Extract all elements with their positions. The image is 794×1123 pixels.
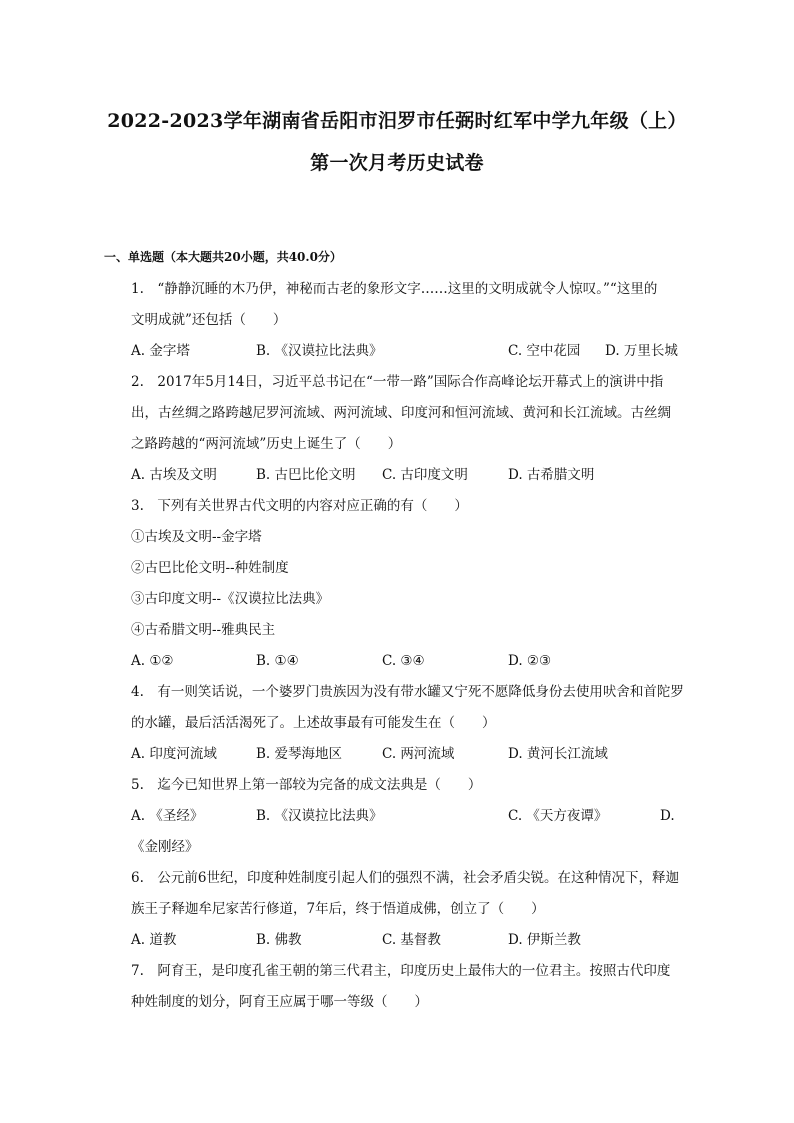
q1-option-a: A. 金字塔 (131, 343, 190, 359)
q4-option-a: A. 印度河流域 (131, 746, 217, 762)
question-6-text-cont: 族王子释迦牟尼家苦行修道，7年后，终于悟道成佛，创立了（ ） (131, 901, 545, 917)
question-2-text: 2. 2017年5月14日，习近平总书记在“一带一路”国际合作高峰论坛开幕式上的演讲中指 (131, 374, 664, 390)
q4-option-b: B. 爱琴海地区 (256, 746, 343, 762)
q1-option-c: C. 空中花园 (508, 343, 581, 359)
question-1-text: 1. “静静沉睡的木乃伊，神秘而古老的象形文字……这里的文明成就令人惊叹。”“这里的 (131, 281, 658, 297)
q2-option-a: A. 古埃及文明 (131, 467, 217, 483)
q3-statement-2: ②古巴比伦文明--种姓制度 (131, 560, 289, 576)
q4-option-d: D. 黄河长江流域 (508, 746, 608, 762)
q6-option-b: B. 佛教 (256, 932, 302, 948)
q1-option-b: B. 《汉谟拉比法典》 (256, 343, 383, 359)
q5-option-a: A. 《圣经》 (131, 808, 204, 824)
q6-option-d: D. 伊斯兰教 (508, 932, 581, 948)
q5-option-d-text: 《金刚经》 (131, 839, 199, 855)
q5-option-b: B. 《汉谟拉比法典》 (256, 808, 383, 824)
question-2-text-cont2: 之路跨越的“两河流域”历史上诞生了（ ） (131, 436, 402, 452)
q5-option-c: C. 《天方夜谭》 (508, 808, 608, 824)
question-4-text: 4. 有一则笑话说，一个婆罗门贵族因为没有带水罐又宁死不愿降低身份去使用吠舍和首陀罗 (131, 684, 684, 700)
question-4-text-cont: 的水罐，最后活活渴死了。上述故事最有可能发生在（ ） (131, 715, 496, 731)
q2-option-d: D. 古希腊文明 (508, 467, 595, 483)
q6-option-a: A. 道教 (131, 932, 177, 948)
q6-option-c: C. 基督教 (382, 932, 441, 948)
q3-option-d: D. ②③ (508, 653, 552, 669)
exam-title-line1: 2022-2023学年湖南省岳阳市汨罗市任弼时红军中学九年级（上） (107, 110, 687, 132)
section-heading: 一、单选题（本大题共20小题，共40.0分） (104, 250, 342, 264)
question-1-text-cont: 文明成就”还包括（ ） (131, 312, 287, 328)
q5-option-d-label: D. (660, 808, 675, 824)
question-7-text-cont: 种姓制度的划分，阿育王应属于哪一等级（ ） (131, 994, 428, 1010)
q3-option-c: C. ③④ (382, 653, 425, 669)
q1-option-d: D. 万里长城 (605, 343, 678, 359)
q3-statement-1: ①古埃及文明--金字塔 (131, 529, 262, 545)
question-2-text-cont1: 出，古丝绸之路跨越尼罗河流域、两河流域、印度河和恒河流域、黄河和长江流域。古丝绸 (131, 405, 671, 421)
q3-option-b: B. ①④ (256, 653, 299, 669)
question-7-text: 7. 阿育王，是印度孔雀王朝的第三代君主，印度历史上最伟大的一位君主。按照古代印度 (131, 963, 671, 979)
question-5-text: 5. 迄今已知世界上第一部较为完备的成文法典是（ ） (131, 777, 482, 793)
q3-option-a: A. ①② (131, 653, 174, 669)
question-3-text: 3. 下列有关世界古代文明的内容对应正确的有（ ） (131, 498, 468, 514)
q3-statement-4: ④古希腊文明--雅典民主 (131, 622, 276, 638)
q2-option-b: B. 古巴比伦文明 (256, 467, 356, 483)
question-6-text: 6. 公元前6世纪，印度种姓制度引起人们的强烈不满，社会矛盾尖锐。在这种情况下，释迦 (131, 870, 679, 886)
q3-statement-3: ③古印度文明--《汉谟拉比法典》 (131, 591, 330, 607)
exam-title-line2: 第一次月考历史试卷 (310, 152, 484, 174)
q2-option-c: C. 古印度文明 (382, 467, 468, 483)
q4-option-c: C. 两河流域 (382, 746, 455, 762)
